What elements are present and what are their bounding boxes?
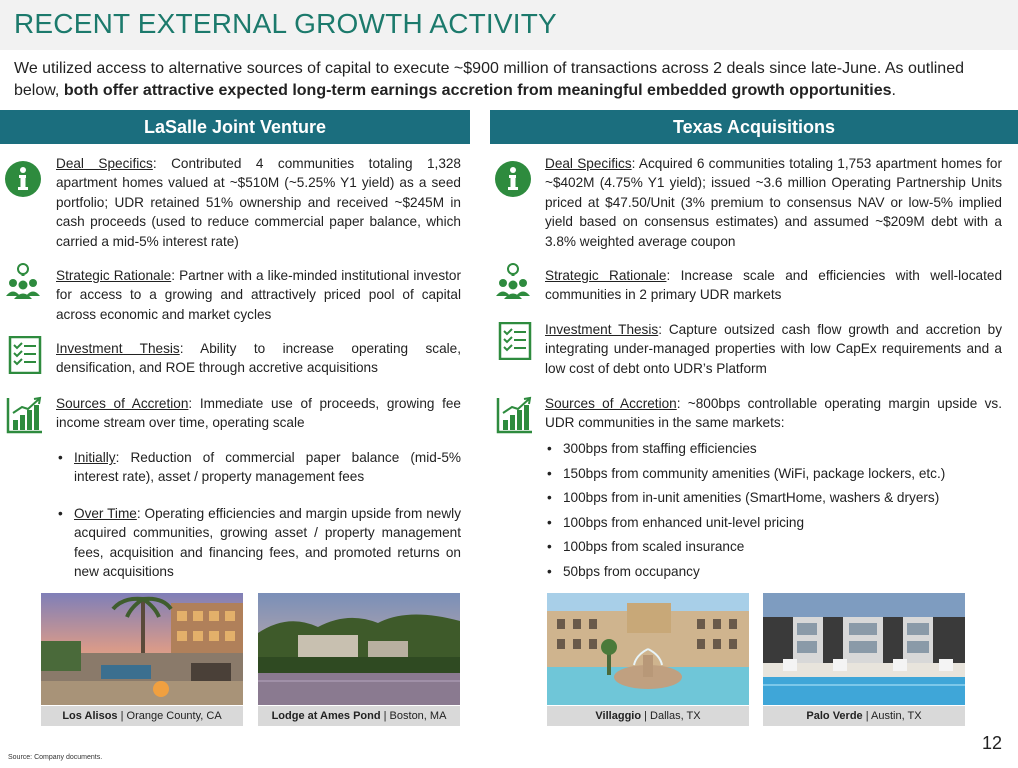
photo-los-alisos <box>41 593 243 705</box>
caption-villaggio: Villaggio | Dallas, TX <box>547 706 749 726</box>
right-sources-key: Sources of Accretion <box>545 396 677 411</box>
right-strategic-text <box>545 266 1002 305</box>
info-icon <box>4 160 42 198</box>
right-sources-text <box>545 394 1002 433</box>
right-thesis-text <box>545 320 1002 378</box>
right-sources-body: : ~800bps controllable operating margin upside vs. UDR communities in the same markets: <box>545 396 1002 431</box>
right-thesis-body: : Capture outsized cash flow growth and accretion by integrating under-managed properties with low CapEx requirements and a low cost of debt onto UDR’s Platform <box>545 322 1003 376</box>
left-bullets <box>56 448 461 581</box>
right-deal-body: : Acquired 6 communities totaling 1,753 apartment homes for ~$402M (4.75% Y1 yield); issued ~3.6 million Operating Partnership Units priced at $47.50/Unit (3% premium to consensus NAV or low-5% implied yield based on consensus estimates) and assumed ~$209M debt with a 3.8% weighted average coupon <box>545 156 1002 249</box>
team-idea-icon <box>4 262 42 300</box>
left-strategic-body: : Partner with a like-minded institutional investor for access to a growing and attractively priced pool of capital across economic and market cycles <box>56 268 461 322</box>
info-icon <box>494 160 532 198</box>
left-sources-body: : Immediate use of proceeds, growing fee income stream over time, operating scale <box>56 396 461 431</box>
left-thesis-body: : Ability to increase operating scale, densification, and ROE through accretive acquisitions <box>56 341 461 376</box>
right-bullet: • 150bps from community amenities (WiFi, package lockers, etc.) <box>545 462 1002 487</box>
right-bullet: • 300bps from staffing efficiencies <box>545 437 1002 462</box>
page-title: RECENT EXTERNAL GROWTH ACTIVITY <box>14 8 557 39</box>
photo-villaggio <box>547 593 749 705</box>
checklist-icon <box>498 322 536 360</box>
growth-chart-icon <box>496 396 534 434</box>
lasalle-header: LaSalle Joint Venture <box>0 110 470 144</box>
left-deal-key: Deal Specifics <box>56 156 153 171</box>
photo-palo-verde <box>763 593 965 705</box>
left-bullet: • Initially: Reduction of commercial paper balance (mid-5% interest rate), asset / property management fees <box>56 448 461 487</box>
right-strategic-key: Strategic Rationale <box>545 268 667 283</box>
caption-palo-verde: Palo Verde | Austin, TX <box>763 706 965 726</box>
left-sources-text <box>56 394 461 433</box>
caption-los-alisos: Los Alisos | Orange County, CA <box>41 706 243 726</box>
right-deal-key: Deal Specifics <box>545 156 632 171</box>
right-bullet: • 100bps from scaled insurance <box>545 535 1002 560</box>
left-sources-key: Sources of Accretion <box>56 396 189 411</box>
intro-end: . <box>891 82 896 99</box>
intro-paragraph <box>14 58 1009 102</box>
left-strategic-key: Strategic Rationale <box>56 268 172 283</box>
left-bullet: • Over Time: Operating efficiencies and margin upside from newly acquired communities, growing asset / property management fees, acquisition and financing fees, and promoted returns on new acquisitions <box>56 504 461 582</box>
caption-lodge-ames-pond: Lodge at Ames Pond | Boston, MA <box>258 706 460 726</box>
left-thesis-key: Investment Thesis <box>56 341 180 356</box>
left-deal-body: : Contributed 4 communities totaling 1,328 apartment homes valued at ~$510M (~5.25% Y1 yield) as a seed portfolio; UDR retained 51% ownership and received ~$245M in cash proceeds (used to reduce commercial paper balance, which carried a mid-5% interest rate) <box>56 156 461 249</box>
texas-header: Texas Acquisitions <box>490 110 1018 144</box>
right-bullet: • 100bps from in-unit amenities (SmartHome, washers & dryers) <box>545 486 1002 511</box>
left-deal-text <box>56 154 461 251</box>
intro-regular: We utilized access to alternative sources of capital to execute ~$900 million of transactions across 2 deals since late-June. As outlined below, <box>14 60 964 99</box>
right-deal-text <box>545 154 1002 251</box>
growth-chart-icon <box>6 396 44 434</box>
left-thesis-text <box>56 339 461 378</box>
title-bar <box>0 0 1018 50</box>
right-bullet: • 50bps from occupancy <box>545 560 1002 585</box>
intro-bold: both offer attractive expected long-term earnings accretion from meaningful embedded growth opportunities <box>63 82 892 99</box>
source-note: Source: Company documents. <box>8 754 103 761</box>
right-bullets <box>545 437 1002 585</box>
page-number: 12 <box>981 733 1002 753</box>
team-idea-icon <box>494 262 532 300</box>
checklist-icon <box>8 336 46 374</box>
photo-lodge-ames-pond <box>258 593 460 705</box>
right-strategic-body: : Increase scale and efficiencies with well-located communities in 2 primary UDR markets <box>545 268 1003 303</box>
right-bullet: • 100bps from enhanced unit-level pricing <box>545 511 1002 536</box>
left-strategic-text <box>56 266 461 324</box>
right-thesis-key: Investment Thesis <box>545 322 659 337</box>
